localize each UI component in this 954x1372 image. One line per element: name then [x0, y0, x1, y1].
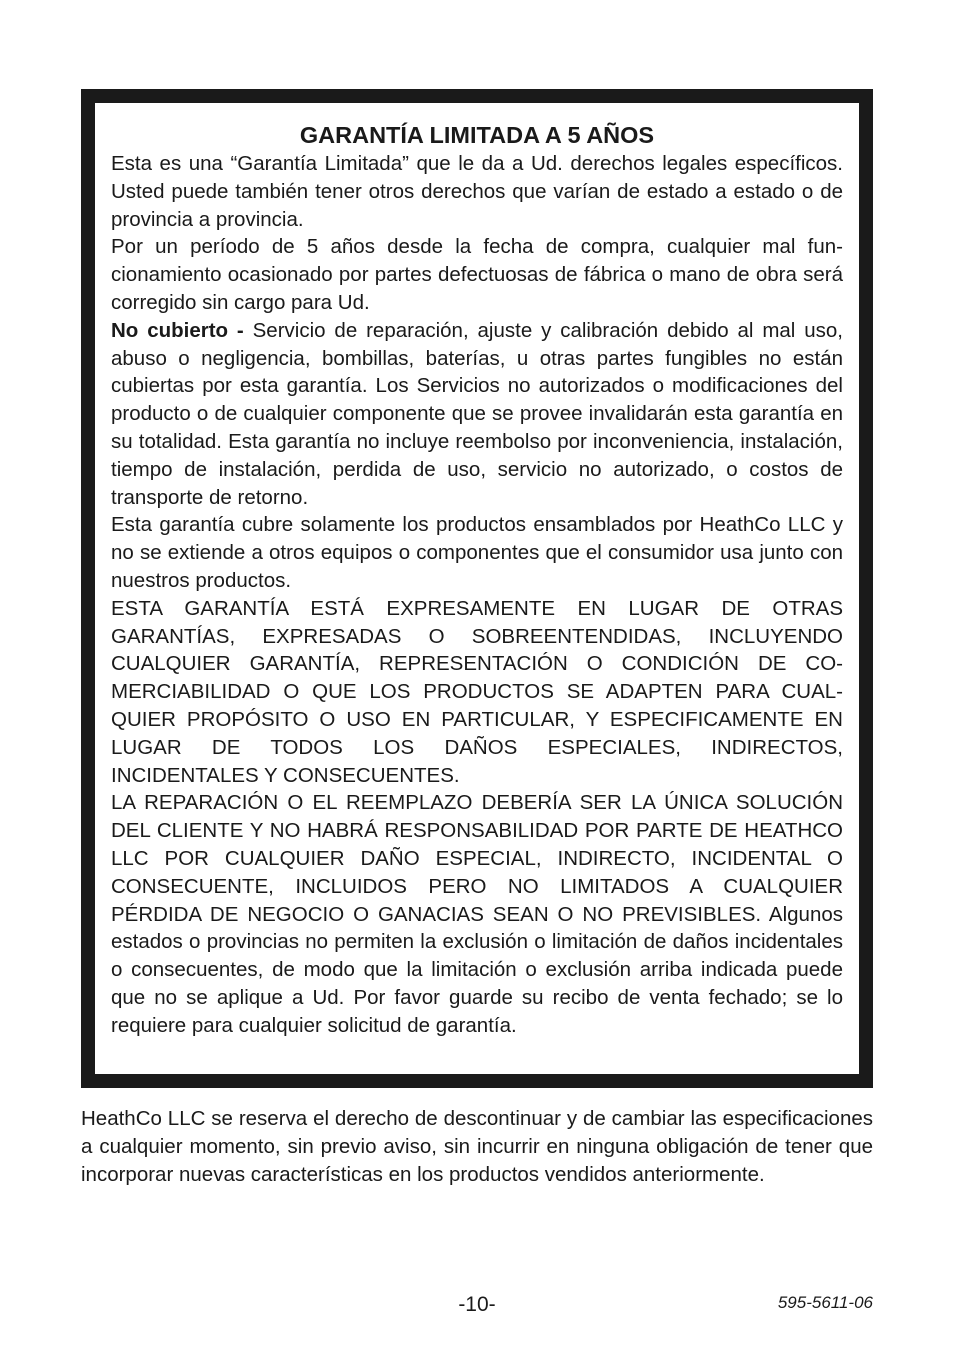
warranty-paragraph-disclaimer: ESTA GARANTÍA ESTÁ EXPRESAMENTE EN LUGAR DE OTRAS GARANTÍAS, EXPRESADAS O SOBREENTENDIDAS, INCLUYENDO CUALQUIER GARANTÍA, REPRESENTACIÓN O CONDICIÓN DE COMERCIABILIDAD O QUE LOS PRODUCTOS SE ADAPTEN PARA CUALQUIER PROPÓSITO O USO EN PARTICULAR, Y ESPECIFICAMENTE EN LUGAR DE TODOS LOS DAÑOS ESPECIALES, INDIRECTOS, INCIDENTALES Y CONSECUENTES. [111, 596, 843, 787]
warranty-paragraph-intro: Esta es una “Garantía Limitada” que le da a Ud. derechos legales específicos. Usted puede también tener otros derechos que varían de estado a estado o de provincia a provincia. [111, 152, 843, 231]
warranty-paragraph-remedy: LA REPARACIÓN O EL REEMPLAZO DEBERÍA SER LA ÚNICA SOLUCIÓN DEL CLIENTE Y NO HABRÁ RESPONSABILIDAD POR PARTE DE HEATHCO LLC POR CUALQUIER DAÑO ESPECIAL, INDIRECTO, INCIDENTAL O CONSECUENTE, INCLUIDOS PERO NO LIMITADOS A CUALQUIER PÉRDIDA DE NEGOCIO O GANACIAS SEAN O NO PREVISIBLES. Algunos estados o provincias no permiten la exclusión o limitación de daños incidentales o consecuentes, de modo que la limitación o exclusión arriba indicada puede que no se aplique a Ud. Por favor guarde su recibo de venta fechado; se lo requiere para cualquier solicitud de garantía. [111, 791, 843, 1037]
document-code: 595-5611-06 [777, 1293, 873, 1312]
warranty-title: GARANTÍA LIMITADA A 5 AÑOS [299, 122, 655, 148]
not-covered-label: No cubierto - [111, 318, 244, 342]
warranty-box [81, 89, 873, 1088]
warranty-content [111, 121, 843, 1040]
warranty-paragraph-period: Por un período de 5 años desde la fecha de compra, cualquier mal funcionamiento ocasionado por partes defectuosas de fábrica o mano de obra será corregido sin cargo para Ud. [111, 235, 843, 314]
page-number: -10- [458, 1293, 496, 1316]
warranty-box-inner [93, 101, 861, 1076]
warranty-paragraph-scope: Esta garantía cubre solamente los productos ensamblados por HeathCo LLC y no se extiende a otros equipos o componentes que el consumidor usa junto con nuestros productos. [111, 513, 843, 592]
not-covered-text: Servicio de reparación, ajuste y calibración debido al mal uso, abuso o negligencia, bombillas, baterías, u otras partes fungibles no están cubiertas por esta garantía. Los Servicios no autorizados o modificaciones del producto o de cualquier componente que se provee invalidarán esta garantía en su totalidad. Esta garantía no incluye reembolso por inconveniencia, instalación, tiempo de instalación, perdida de uso, servicio no autorizado, o costos de transporte de retorno. [111, 318, 843, 509]
footer-notice: HeathCo LLC se reserva el derecho de descontinuar y de cambiar las especificaciones a cualquier momento, sin previo aviso, sin incurrir en ninguna obligación de tener que incorporar nuevas características en los productos vendidos anteriormente. [81, 1107, 873, 1187]
warranty-paragraph-not-covered [111, 317, 843, 512]
